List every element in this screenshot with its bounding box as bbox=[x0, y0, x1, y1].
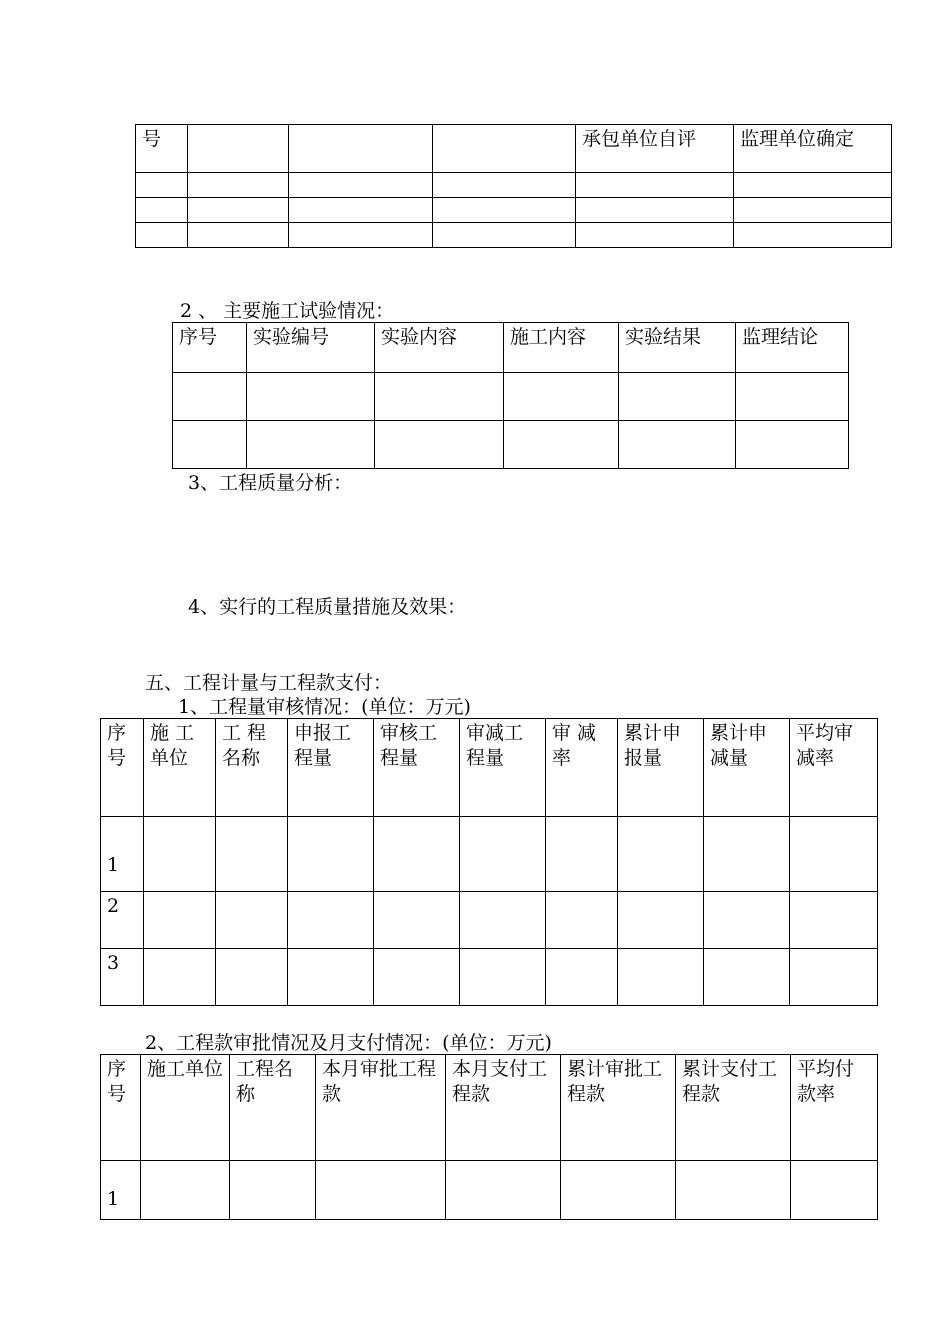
table-cell[interactable] bbox=[790, 892, 878, 949]
table-cell[interactable] bbox=[734, 173, 892, 198]
header-cell: 序号 bbox=[101, 719, 144, 817]
table-cell[interactable] bbox=[374, 892, 460, 949]
table-cell[interactable] bbox=[136, 173, 188, 198]
header-cell: 监理结论 bbox=[736, 323, 849, 373]
header-cell: 承包单位自评 bbox=[576, 125, 734, 173]
table-cell[interactable] bbox=[288, 892, 374, 949]
table-cell[interactable] bbox=[144, 892, 216, 949]
table-cell[interactable] bbox=[247, 421, 375, 469]
table-cell[interactable] bbox=[576, 198, 734, 223]
header-cell: 平均审减率 bbox=[790, 719, 878, 817]
header-cell: 实验结果 bbox=[619, 323, 736, 373]
section-5-title: 五、工程计量与工程款支付： bbox=[145, 672, 393, 694]
table-header-row bbox=[101, 719, 878, 817]
table-header-row bbox=[173, 323, 849, 373]
table-header-row bbox=[136, 125, 892, 173]
table-cell[interactable] bbox=[561, 1161, 676, 1220]
header-cell: 实验内容 bbox=[375, 323, 504, 373]
table-cell[interactable] bbox=[188, 198, 289, 223]
table-header-row bbox=[101, 1055, 878, 1161]
header-cell: 累计申报量 bbox=[618, 719, 704, 817]
table-cell[interactable] bbox=[734, 223, 892, 248]
header-cell: 审 减率 bbox=[546, 719, 618, 817]
payment-table bbox=[100, 1054, 878, 1220]
subsection-2-title: 2、工程款审批情况及月支付情况：(单位：万元) bbox=[145, 1032, 552, 1054]
table-row bbox=[101, 1161, 878, 1220]
header-cell: 实验编号 bbox=[247, 323, 375, 373]
table-cell[interactable] bbox=[576, 173, 734, 198]
table-cell[interactable] bbox=[676, 1161, 791, 1220]
header-cell bbox=[188, 125, 289, 173]
table-cell[interactable] bbox=[216, 817, 288, 892]
table-cell[interactable] bbox=[736, 373, 849, 421]
header-cell bbox=[433, 125, 576, 173]
table-row bbox=[101, 817, 878, 892]
header-cell: 累计支付工程款 bbox=[676, 1055, 791, 1161]
table-cell[interactable] bbox=[504, 373, 619, 421]
row-number: 1 bbox=[101, 1161, 141, 1220]
table-cell[interactable] bbox=[216, 892, 288, 949]
table-cell[interactable] bbox=[289, 198, 433, 223]
table-cell[interactable] bbox=[433, 198, 576, 223]
table-row bbox=[101, 892, 878, 949]
table-cell[interactable] bbox=[188, 223, 289, 248]
section-4-title: 4、实行的工程质量措施及效果： bbox=[188, 596, 467, 618]
table-cell[interactable] bbox=[576, 223, 734, 248]
header-cell: 监理单位确定 bbox=[734, 125, 892, 173]
table-cell[interactable] bbox=[316, 1161, 446, 1220]
table-cell[interactable] bbox=[790, 949, 878, 1006]
table-cell[interactable] bbox=[144, 949, 216, 1006]
table-cell[interactable] bbox=[546, 949, 618, 1006]
table-row bbox=[136, 223, 892, 248]
table-cell[interactable] bbox=[173, 373, 247, 421]
header-cell: 施工单位 bbox=[141, 1055, 230, 1161]
table-cell[interactable] bbox=[247, 373, 375, 421]
table-cell[interactable] bbox=[546, 817, 618, 892]
header-cell: 工程名称 bbox=[230, 1055, 316, 1161]
header-cell: 平均付款率 bbox=[791, 1055, 878, 1161]
table-cell[interactable] bbox=[288, 949, 374, 1006]
table-cell[interactable] bbox=[734, 198, 892, 223]
table-cell[interactable] bbox=[460, 892, 546, 949]
table-cell[interactable] bbox=[704, 949, 790, 1006]
row-number: 1 bbox=[101, 817, 144, 892]
header-cell: 本月支付工程款 bbox=[446, 1055, 561, 1161]
header-cell bbox=[289, 125, 433, 173]
table-cell[interactable] bbox=[618, 892, 704, 949]
table-cell[interactable] bbox=[375, 373, 504, 421]
table-cell[interactable] bbox=[288, 817, 374, 892]
table-cell[interactable] bbox=[375, 421, 504, 469]
table-cell[interactable] bbox=[144, 817, 216, 892]
header-cell: 施 工单位 bbox=[144, 719, 216, 817]
table-cell[interactable] bbox=[704, 892, 790, 949]
section-2-title: 2 、 主要施工试验情况： bbox=[180, 300, 395, 322]
table-cell[interactable] bbox=[790, 817, 878, 892]
table-cell[interactable] bbox=[504, 421, 619, 469]
table-row bbox=[173, 421, 849, 469]
table-cell[interactable] bbox=[136, 223, 188, 248]
table-cell[interactable] bbox=[546, 892, 618, 949]
table-cell[interactable] bbox=[618, 949, 704, 1006]
row-number: 2 bbox=[101, 892, 144, 949]
table-row bbox=[101, 949, 878, 1006]
header-cell: 号 bbox=[136, 125, 188, 173]
table-cell[interactable] bbox=[136, 198, 188, 223]
table-cell[interactable] bbox=[460, 949, 546, 1006]
header-cell: 序号 bbox=[173, 323, 247, 373]
header-cell: 累计申减量 bbox=[704, 719, 790, 817]
tests-table bbox=[172, 322, 849, 469]
table-row bbox=[136, 198, 892, 223]
header-cell: 累计审批工程款 bbox=[561, 1055, 676, 1161]
table-cell[interactable] bbox=[289, 173, 433, 198]
table-cell[interactable] bbox=[289, 223, 433, 248]
table-cell[interactable] bbox=[704, 817, 790, 892]
header-cell: 本月审批工程款 bbox=[316, 1055, 446, 1161]
table-cell[interactable] bbox=[230, 1161, 316, 1220]
row-number: 3 bbox=[101, 949, 144, 1006]
header-cell: 工 程名称 bbox=[216, 719, 288, 817]
table-cell[interactable] bbox=[433, 223, 576, 248]
inspection-table bbox=[135, 124, 892, 248]
table-cell[interactable] bbox=[619, 373, 736, 421]
table-cell[interactable] bbox=[618, 817, 704, 892]
subsection-1-title: 1、工程量审核情况：(单位：万元) bbox=[178, 696, 471, 718]
header-cell: 施工内容 bbox=[504, 323, 619, 373]
table-cell[interactable] bbox=[374, 949, 460, 1006]
table-cell[interactable] bbox=[173, 421, 247, 469]
table-cell[interactable] bbox=[446, 1161, 561, 1220]
table-cell[interactable] bbox=[460, 817, 546, 892]
table-cell[interactable] bbox=[433, 173, 576, 198]
section-3-title: 3、工程质量分析： bbox=[188, 472, 353, 494]
header-cell: 序号 bbox=[101, 1055, 141, 1161]
header-cell: 审核工程量 bbox=[374, 719, 460, 817]
header-cell: 审减工程量 bbox=[460, 719, 546, 817]
table-row bbox=[136, 173, 892, 198]
table-row bbox=[173, 373, 849, 421]
table-cell[interactable] bbox=[141, 1161, 230, 1220]
table-cell[interactable] bbox=[188, 173, 289, 198]
table-cell[interactable] bbox=[619, 421, 736, 469]
table-cell[interactable] bbox=[791, 1161, 878, 1220]
quantity-audit-table bbox=[100, 718, 878, 1006]
header-cell: 申报工程量 bbox=[288, 719, 374, 817]
table-cell[interactable] bbox=[216, 949, 288, 1006]
table-cell[interactable] bbox=[374, 817, 460, 892]
table-cell[interactable] bbox=[736, 421, 849, 469]
